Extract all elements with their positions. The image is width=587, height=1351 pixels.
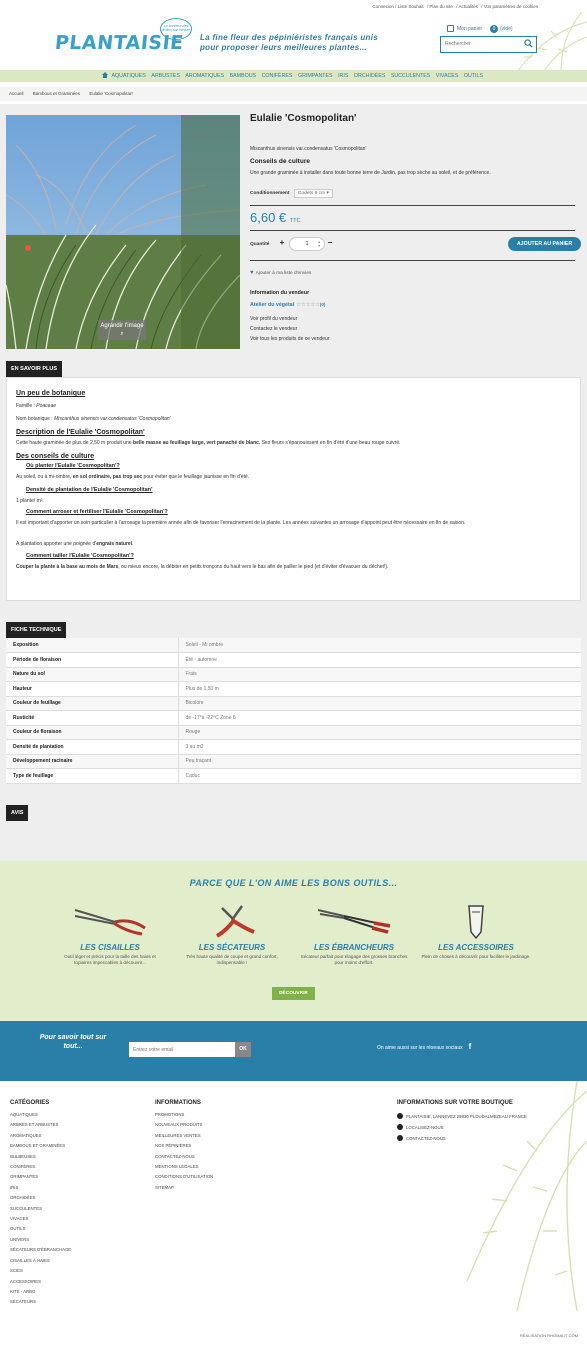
tool-desc: Plein de choses à découvrir pour faciliter le jardinage. [421,954,531,959]
where-text-bold: en sol ordinaire, pas trop sec [72,474,143,480]
product-image[interactable] [6,115,240,349]
prune-heading: Comment tailler l'Eulalie 'Cosmopolitan'? [26,553,134,559]
botanic-value: Miscanthus sinensis var.condensatus 'Cosmopolitan' [54,416,171,422]
density-text: 1 plante/ m². [16,498,44,504]
spec-key: Type de feuillage [6,769,178,784]
footer-category-link[interactable]: BAMBOUS ET GRAMINÉES [10,1143,66,1149]
where-text-end: pour éviter que le feuillage jaunisse en fin d'été. [142,474,250,480]
tool-name: LES ACCESSOIRES [438,943,514,952]
newsletter-submit-button[interactable]: OK [235,1042,251,1057]
tool-name: LES SÉCATEURS [198,943,266,952]
promo-title: PARCE QUE L'ON AIME LES BONS OUTILS... [189,878,398,888]
footer-info-link[interactable]: NOUVEAUX PRODUITS [155,1122,203,1128]
spec-value: Caduc [178,769,581,784]
table-row [6,711,581,726]
site-logo[interactable]: PLANTAISIE [53,32,185,54]
wishlist-label: Ajouter à ma liste d'envies [255,271,312,276]
spec-key: Densité de plantation [6,740,178,755]
wishlist-link[interactable] [250,270,311,276]
shop-info-list [397,1111,527,1144]
divider [250,260,575,261]
scientific-name: Miscanthus sinensis var.condensatus 'Cosmopolitan' [250,146,367,152]
shop-address [397,1111,527,1122]
tool-card-accessories[interactable] [421,902,531,960]
prune-text-bold: Couper la plante à la base au mois de Mars [16,564,119,570]
chevron-down-icon: ▾ [326,191,329,196]
spec-key: Développement racinaire [6,754,178,769]
desc-text-end: Ses fleurs s'épanouissent en fin d'été d'une beau rouge cuivré. [260,440,401,446]
table-row [6,740,581,755]
contact-us-label: CONTACTEZ-NOUS [406,1136,446,1141]
footer-category-link[interactable]: VIVACES [10,1216,29,1222]
spec-key: Exposition [6,638,178,653]
vendor-heading: Information du vendeur [250,290,310,296]
holster-icon [436,902,516,940]
botanic-heading: Un peu de botanique [16,390,86,397]
nav-item-succulentes[interactable]: SUCCULENTES [390,73,431,79]
conditioning-label: Conditionnement [250,191,290,196]
newsletter-bar [0,1021,587,1081]
nav-item-bambous[interactable]: BAMBOUS [229,73,257,79]
account-wishlist-link[interactable]: Connexion / Liste Souhait [372,4,424,9]
breadcrumb [0,87,587,101]
spec-key: Période de floraison [6,653,178,668]
vendor-name-link[interactable]: Atelier du végétal [250,302,295,308]
footer-category-link[interactable]: CONIFÈRES [10,1164,36,1170]
shears-icon [70,902,150,940]
tab-more-info[interactable]: EN SAVOIR PLUS [6,361,62,377]
footer-info-link[interactable]: MENTIONS LÉGALES [155,1164,199,1170]
conditioning-value: Godets 9 cm [297,191,325,196]
spec-value: Rouge [178,725,581,740]
description-text [16,440,401,446]
footer-category-link[interactable]: ACCESSOIRES [10,1278,42,1284]
tool-desc: Sécateur parfait pour élagage des grosses branches pour moins d'effort. [300,954,408,965]
header [0,12,587,70]
footer-category-link[interactable]: KITS - ARBO [10,1288,36,1294]
shop-info-title: INFORMATIONS SUR VOTRE BOUTIQUE [397,1100,513,1106]
cart-state: (vide) [500,26,513,32]
table-row [6,754,581,769]
social-text: On aime aussi sur les réseaux sociaux [377,1045,463,1051]
price [250,210,300,225]
nav-item-aquatiques[interactable]: AQUATIQUES [111,73,146,79]
botanic-name-line [16,416,171,422]
zoom-icon: ⌕ [120,331,124,337]
price-value: 6,60 € [250,210,287,225]
sitemap-link[interactable]: / Plan du site [426,4,453,9]
tool-card-shears[interactable] [55,902,165,966]
footer-category-link[interactable]: SUCCULENTES [10,1205,42,1211]
footer-category-link[interactable]: AQUATIQUES [10,1112,38,1117]
heart-icon: ♥ [250,270,254,276]
tool-name: LES CISAILLES [80,943,140,952]
footer-info-link[interactable]: CONTACTEZ-NOUS [155,1153,195,1159]
increase-button[interactable]: + [279,238,285,247]
table-row [6,653,581,668]
vendor-rating-count: (0) [319,302,326,307]
water-text-end: . [132,541,134,547]
table-row [6,725,581,740]
locate-us-label: LOCALISEZ-NOUS [406,1125,444,1130]
footer-category-link[interactable]: IRIS [10,1184,19,1190]
spec-value: Bicolore [178,696,581,711]
family-label: Famille : [16,403,37,409]
zoom-label: Agrandir l'image [100,323,144,329]
social-row [377,1042,471,1051]
footer-category-link[interactable]: GRIMPANTES [10,1174,39,1180]
footer-category-link[interactable]: ARBRES ET ARBUSTES [10,1122,59,1128]
locate-us-link[interactable] [397,1122,527,1133]
where-text [16,474,249,480]
footer-category-link[interactable]: OUTILS [10,1226,26,1232]
advice-text: Une grande graminée à installer dans toute bonne terre de Jardin, pas trop sèche au soleil, et de préférence. [250,170,491,176]
botanic-label: Nom botanique : [16,416,55,422]
spec-value: Été - automne [178,653,581,668]
spec-value: Soleil - Mi ombre [178,638,581,653]
newsletter-logo: Pour savoir tout sur tout... [39,1034,107,1050]
tool-card-loppers[interactable] [299,902,409,966]
main-nav [0,70,587,82]
table-row [6,682,581,697]
nav-item-vivaces[interactable]: VIVACES [435,73,459,79]
where-heading: Où planter l'Eulalie 'Cosmopolitan'? [26,463,120,469]
conditioning-select[interactable] [294,189,333,198]
breadcrumb-category[interactable]: Bambous et Graminées [32,91,81,96]
quantity-label: Quantité [250,242,270,247]
table-row [6,638,581,653]
table-row [6,769,581,784]
prune-text [16,564,388,570]
footer-info-link[interactable]: MEILLEURES VENTES [155,1132,201,1138]
desc-text-bold: belle masse au feuillage large, vert panaché de blanc. [133,440,261,446]
footer-category-link[interactable]: ORCHIDÉES [10,1195,36,1201]
table-row [6,667,581,682]
map-pin-icon [397,1113,403,1119]
where-text-1: Au soleil, ou à mi-ombre, [16,474,73,480]
top-bar [0,0,587,12]
cart-label: Mon panier [457,26,483,32]
nav-item-grimpantes[interactable]: GRIMPANTES [297,73,333,79]
categories-title: CATÉGORIES [10,1100,50,1106]
cart-icon [447,25,454,32]
footer-category-link[interactable]: SÉCATEURS [10,1299,36,1305]
family-value: Poaceae [36,403,57,409]
spec-key: Hauteur [6,682,178,697]
tips-heading: Des conseils de culture [16,453,95,460]
pruners-icon [192,902,272,940]
conditioning-row [250,189,333,198]
quantity-value: 1 [305,241,309,247]
footer-category-link[interactable]: AROMATIQUES [10,1132,42,1138]
cart-link[interactable] [447,25,513,33]
footer-category-link[interactable]: SCIES [10,1268,23,1274]
nav-item-coniferes[interactable]: CONIFÈRES [261,73,293,79]
shop-address-text: PLANTAISIE, LANNEVEZ 29830 PLOUDALMEZEAU FRANCE [406,1114,527,1119]
contact-us-link[interactable] [397,1133,527,1144]
density-heading: Densité de plantation de l'Eulalie 'Cosmopolitan' [26,487,153,493]
nav-item-iris[interactable]: IRIS [338,73,349,79]
spec-value: Plus de 1,50 m [178,682,581,697]
family-line [16,403,56,409]
footer-info-link[interactable]: NOS PÉPINIÈRES [155,1143,192,1149]
search-box [440,36,537,53]
footer-category-link[interactable]: UNIVERS [10,1236,30,1242]
logo-bubble: Le bonheur des jardins sur mesure [160,18,192,40]
tool-card-pruners[interactable] [177,902,287,966]
footer-category-link[interactable]: SÉCATEURS D'ÉBRANCHAGE [10,1247,72,1253]
tool-name: LES ÉBRANCHEURS [313,943,394,952]
map-icon [397,1124,403,1130]
prune-text-end: , ou mieux encore, la débiter en petits tronçons du haut vers le bas afin de pailler le pied (et d'éviter d'évacuer du déchet!). [118,564,389,570]
credit-link[interactable]: RÉALISATION RHOMALIT.COM [520,1333,578,1338]
tool-desc: Très haute qualité de coupe et grand confort, indispensable ! [186,954,278,965]
tagline: La fine fleur des pépiniéristes français unis pour proposer leurs meilleures plantes... [200,33,378,52]
nav-item-outils[interactable]: OUTILS [463,73,483,79]
footer-info-link[interactable]: SITEMAP [155,1184,174,1190]
cart-count-badge: 0 [490,25,498,33]
news-link[interactable]: / Actualités [456,4,478,9]
spin-icon: ▴ ▾ [318,240,320,248]
discover-button[interactable]: DÉCOUVRIR [272,987,315,1000]
footer-category-link[interactable]: BULBEUSES [10,1153,36,1159]
zoom-button[interactable] [98,320,146,340]
search-input[interactable] [441,37,521,51]
categories-list [10,1110,71,1308]
spec-value: de -17°à -22°C Zone 6 [178,711,581,726]
facebook-icon[interactable]: f [468,1042,472,1051]
breadcrumb-home[interactable]: Accueil [9,91,24,96]
footer-category-link[interactable]: CISAILLES À HAIES [10,1257,50,1263]
tab-reviews[interactable]: AVIS [6,805,28,821]
cookie-settings-link[interactable]: / Vos paramètres de cookies [481,4,538,9]
advice-title: Conseils de culture [250,158,310,165]
table-row [6,696,581,711]
info-list [155,1110,213,1193]
add-to-cart-button[interactable]: AJOUTER AU PANIER [508,237,581,251]
vendor-name-row [250,302,325,308]
vendor-products-link[interactable]: Voir tous les produits de ce vendeur [250,336,330,342]
nav-item-arbustes[interactable]: ARBUSTES [151,73,180,79]
spec-key: Couleur de floraison [6,725,178,740]
tab-spec-sheet[interactable]: FICHE TECHNIQUE [6,622,66,638]
quantity-input[interactable] [289,237,325,251]
home-icon[interactable] [102,72,108,78]
footer-info-link[interactable]: CONDITIONS D'UTILISATION [155,1174,214,1180]
spec-key: Couleur de feuillage [6,696,178,711]
fertilizer-text [16,541,133,547]
loppers-icon [314,902,394,940]
price-suffix: TTC [289,218,301,224]
decrease-button[interactable]: − [327,238,333,247]
divider [250,205,575,206]
search-icon[interactable] [524,39,533,48]
desc-text-1: Cette haute graminée de plus de 2,50 m produit une [16,440,134,446]
vendor-rating-stars: ☆☆☆☆☆ [296,302,320,308]
top-links [371,4,539,9]
water-heading: Comment arroser et fertiliser l'Eulalie 'Cosmopolitan'? [26,509,168,515]
spec-value: Peu traçant [178,754,581,769]
newsletter-email-input[interactable] [129,1042,235,1057]
nav-item-aromatiques[interactable]: AROMATIQUES [185,73,225,79]
contact-vendor-link[interactable]: Contactez le vendeur [250,326,298,332]
nav-item-orchidees[interactable]: ORCHIDÉES [353,73,386,79]
spec-table [6,638,581,784]
spec-key: Nature du sol [6,667,178,682]
product-title: Eulalie 'Cosmopolitan' [250,113,357,124]
tool-desc: Outil léger et précis pour la taille des haies et topiaires impeccables à découvrir... [64,954,156,965]
water-text-bold: engrais naturel [96,541,133,547]
footer-info-link[interactable]: PROMOTIONS [155,1112,185,1117]
description-heading: Description de l'Eulalie 'Cosmopolitan' [16,429,145,436]
breadcrumb-current: Eulalie 'Cosmopolitan' [89,91,134,96]
spec-value: 3 au m2 [178,740,581,755]
info-title: INFORMATIONS [155,1100,201,1106]
envelope-icon [397,1135,403,1141]
water-text: Il est important d'apporter un soin particulier à l'arrosage la première année afin de favoriser l'enracinement de la plante. Les années suivantes un arrosage d'appoint peut être nécessaire en fin de saison. [16,520,466,526]
spec-key: Rusticité [6,711,178,726]
water-text-2: A plantation apporter une poignée d' [16,541,97,547]
divider [250,230,575,231]
spec-value: Frais [178,667,581,682]
vendor-profile-link[interactable]: Voir profil du vendeur [250,316,298,322]
